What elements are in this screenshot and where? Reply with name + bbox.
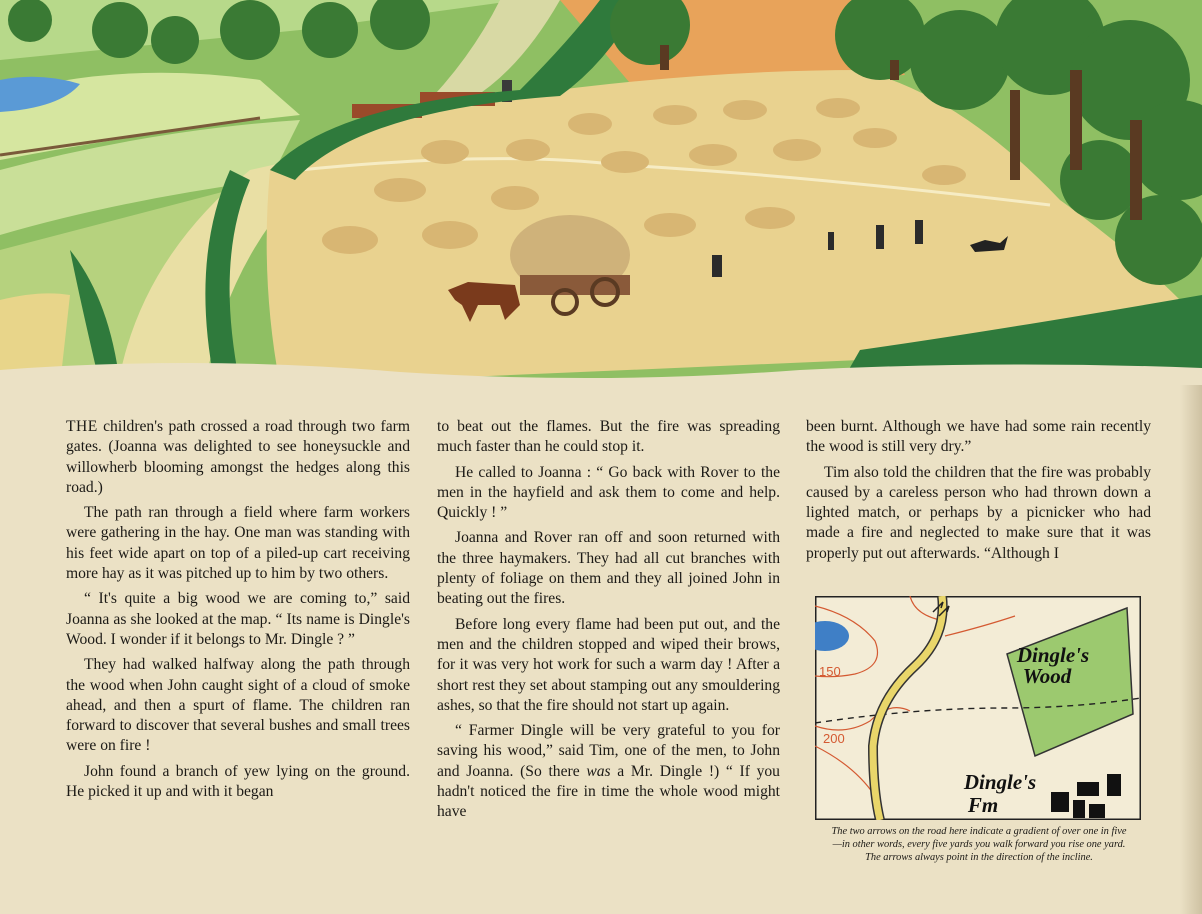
paragraph: He called to Joanna : “ Go back with Rover to the men in the hayfield and ask them to come and help. Quickly ! ” xyxy=(437,463,780,522)
farm-label: Dingle's xyxy=(963,770,1037,794)
wood-label: Wood xyxy=(1022,664,1072,688)
contour-label: 150 xyxy=(819,664,841,679)
paragraph: “ It's quite a big wood we are coming to,” said Joanna as she looked at the map. “ Its name is Dingle's Wood. I wonder if it belongs to Mr. Dingle ? ” xyxy=(66,590,410,648)
farm-label: Fm xyxy=(967,793,999,817)
paragraph: “ Farmer Dingle will be very grateful to you for saving his wood,” said Tim, one of the men, to John and Joanna. (So there was a Mr. Dingle !) “ If you hadn't noticed the fire in time the whole wood might have xyxy=(437,722,780,821)
contour-label: 200 xyxy=(823,731,845,746)
paragraph: THE children's path crossed a road through two farm gates. (Joanna was delighted to see honeysuckle and willowherb blooming amongst the hedges along this road.) xyxy=(66,418,410,496)
map-caption: The two arrows on the road here indicate a gradient of over one in five —in other words, every five yards you walk forward you rise one yard. The arrows always point in the direction of the incline. xyxy=(831,826,1127,863)
text-column-2 xyxy=(437,417,780,828)
paragraph: Joanna and Rover ran off and soon returned with the three haymakers. They had all cut branches with plenty of foliage on them and they all joined John in beating out the fires. xyxy=(437,529,780,608)
drop-lead-word: THE xyxy=(66,418,98,435)
page-binding-shadow xyxy=(1180,385,1202,914)
paragraph: They had walked halfway along the path through the wood when John caught sight of a cloud of smoke ahead, and then a spurt of flame. The children ran forward to discover that several bushes and small trees were on fire ! xyxy=(66,656,410,755)
paragraph: to beat out the flames. But the fire was spreading much faster than he could stop it. xyxy=(437,418,780,456)
text-column-1 xyxy=(66,417,410,807)
wood-label: Dingle's xyxy=(1016,643,1090,667)
paragraph: John found a branch of yew lying on the ground. He picked it up and with it began xyxy=(66,762,410,801)
paragraph: The path ran through a field where farm workers were gathering in the hay. One man was standing with his feet wide apart on top of a piled-up cart receiving more hay as it was pitched up to him by two others. xyxy=(66,504,410,583)
paragraph: been burnt. Although we have had some rain recently the wood is still very dry.” xyxy=(806,418,1151,456)
hayfield-illustration xyxy=(0,0,1202,385)
paragraph: Tim also told the children that the fire was probably caused by a careless person who had thrown down a lighted match, or perhaps by a picnicker who had made a fire and neglected to make sure that it was properly put out afterwards. “Although I xyxy=(806,463,1151,562)
text-column-3 xyxy=(806,417,1151,569)
dingles-wood-map xyxy=(815,596,1141,820)
paragraph: Before long every flame had been put out, and the men and the children stopped and wiped their brows, for it was very hot work for such a warm day ! After a short rest they set about stamping out any smouldering ashes, so that the fire should not start up again. xyxy=(437,615,780,714)
